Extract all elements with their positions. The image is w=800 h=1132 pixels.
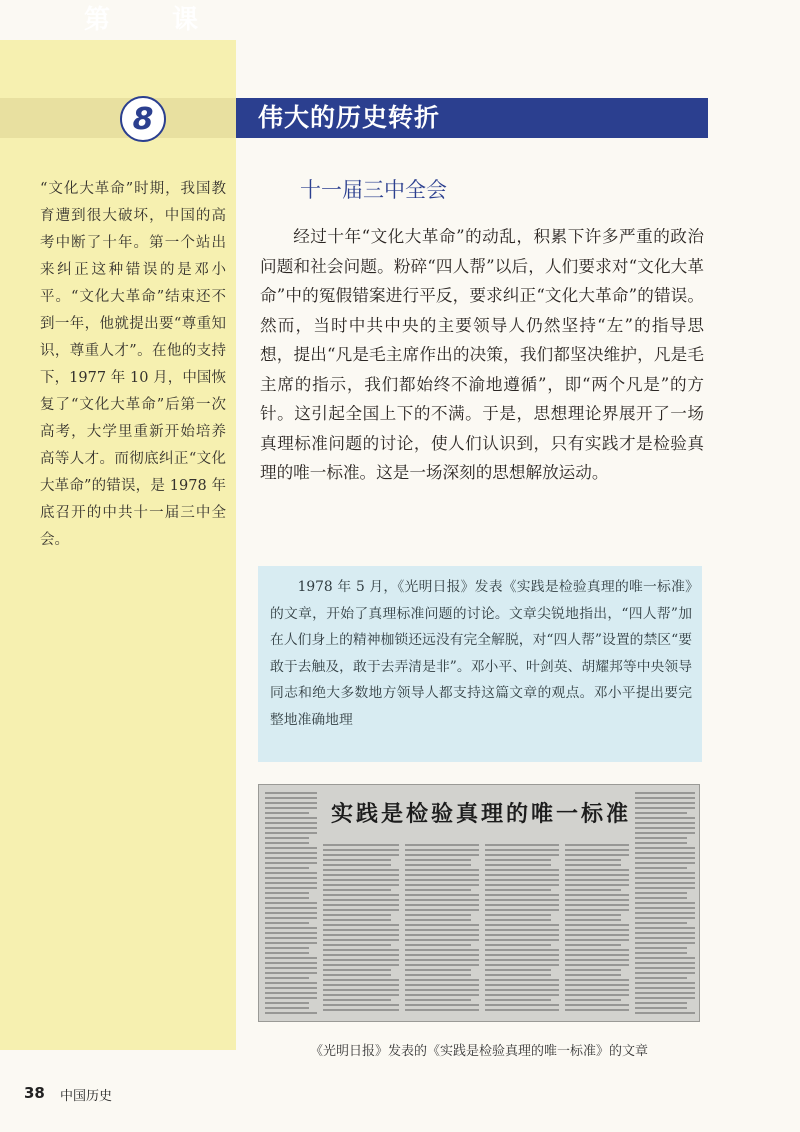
- reading-note-box: [258, 566, 702, 762]
- newspaper-headline: 实践是检验真理的唯一标准: [331, 801, 632, 827]
- section-paragraph: 经过十年“文化大革命”的动乱，积累下许多严重的政治问题和社会问题。粉碎“四人帮”以后，人们要求对“文化大革命”中的冤假错案进行平反，要求纠正“文化大革命”的错误。然而，当时中共中央的主要领导人仍然坚持“左”的指导思想，提出“凡是毛主席作出的决策，我们都坚决维护，凡是毛主席的指示，我们都始终不渝地遵循”，即“两个凡是”的方针。这引起全国上下的不满。于是，思想理论界展开了一场真理标准问题的讨论，使人们认识到，只有实践才是检验真理的唯一标准。这是一场深刻的思想解放运动。: [260, 227, 704, 482]
- lesson-number-badge: [120, 96, 166, 142]
- newspaper-photo: [258, 784, 700, 1022]
- sidebar-note: “文化大革命”时期，我国教育遭到很大破坏，中国的高考中断了十年。第一个站出来纠正这种错误的是邓小平。“文化大革命”结束还不到一年，他就提出要“尊重知识，尊重人才”。在他的支持下，1977 年 10 月，中国恢复了“文化大革命”后第一次高考，大学里重新开始培养高等人才。而彻底纠正“文化大革命”的错误，是 1978 年底召开的中共十一届三中全会。: [40, 181, 226, 548]
- lesson-prefix: 第: [84, 5, 111, 35]
- lesson-header-margin-segment: [0, 98, 236, 138]
- page-number: 38: [24, 1084, 45, 1102]
- section-heading: 十一届三中全会: [300, 178, 447, 202]
- lesson-title: 伟大的历史转折: [258, 103, 441, 132]
- reading-note-text: 1978 年 5 月，《光明日报》发表《实践是检验真理的唯一标准》的文章，开始了真理标准问题的讨论。文章尖锐地指出，“四人帮”加在人们身上的精神枷锁还远没有完全解脱，对“四人帮”设置的禁区“要敢于去触及，敢于去弄清是非”。邓小平、叶剑英、胡耀邦等中央领导同志和绝大多数地方领导人都支持这篇文章的观点。邓小平提出要完整地准确地理: [270, 579, 692, 728]
- photo-caption: 《光明日报》发表的《实践是检验真理的唯一标准》的文章: [309, 1044, 648, 1059]
- lesson-number: 8: [132, 101, 154, 137]
- book-title: 中国历史: [60, 1089, 113, 1104]
- lesson-suffix: 课: [172, 5, 199, 35]
